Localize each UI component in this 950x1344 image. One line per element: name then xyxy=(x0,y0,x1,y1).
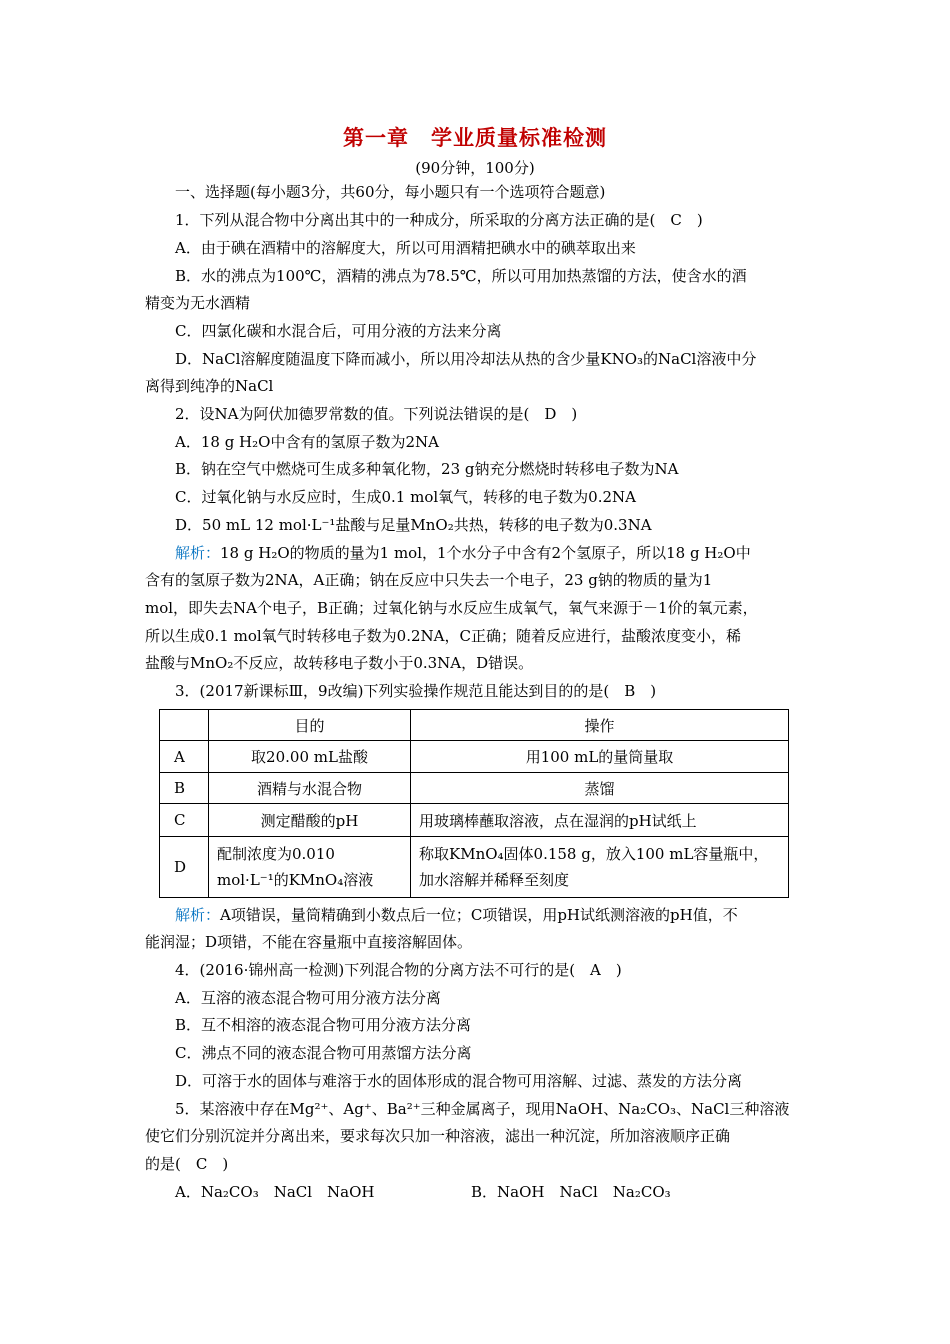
table-cell: B xyxy=(160,773,209,804)
q1-option-d: D．NaCl溶解度随温度下降而减小，所以用冷却法从热的含少量KNO₃的NaCl溶液中分 xyxy=(175,350,757,368)
q2-explanation-line: mol，即失去NA个电子，B正确；过氧化钠与水反应生成氧气，氧气来源于－1价的氧元素， xyxy=(145,599,758,617)
q2-stem: 2．设NA为阿伏加德罗常数的值。下列说法错误的是( D ) xyxy=(175,405,578,423)
q2-option-c: C．过氧化钠与水反应时，生成0.1 mol氧气，转移的电子数为0.2NA xyxy=(175,488,636,506)
chapter-title: 第一章 学业质量标准检测 xyxy=(343,125,607,150)
q1-option-a: A．由于碘在酒精中的溶解度大，所以可用酒精把碘水中的碘萃取出来 xyxy=(175,239,636,257)
q2-option-b: B．钠在空气中燃烧可生成多种氧化物，23 g钠充分燃烧时转移电子数为NA xyxy=(175,460,679,478)
q5-stem-cont: 的是( C ) xyxy=(145,1155,229,1173)
table-cell: 测定醋酸的pH xyxy=(209,804,411,837)
q2-explanation-line: 所以生成0.1 mol氧气时转移电子数为0.2NA，C正确；随着反应进行，盐酸浓度变小，稀 xyxy=(145,627,741,645)
table-cell: 蒸馏 xyxy=(411,773,789,804)
q1-option-d-cont: 离得到纯净的NaCl xyxy=(145,377,274,395)
q4-stem: 4．(2016·锦州高一检测)下列混合物的分离方法不可行的是( A ) xyxy=(175,961,622,979)
table-row xyxy=(160,804,789,837)
table-cell: 配制浓度为0.010 mol·L⁻¹的KMnO₄溶液 xyxy=(209,837,411,898)
table-cell: C xyxy=(160,804,209,837)
q1-option-c: C．四氯化碳和水混合后，可用分液的方法来分离 xyxy=(175,322,502,340)
table-header-cell xyxy=(160,710,209,741)
q4-option-c: C．沸点不同的液态混合物可用蒸馏方法分离 xyxy=(175,1044,472,1062)
q5-option-a: A．Na₂CO₃ NaCl NaOH xyxy=(175,1183,375,1201)
q2-explanation xyxy=(175,543,751,563)
q3-options-table xyxy=(159,709,789,898)
section-heading: 一、选择题(每小题3分，共60分，每小题只有一个选项符合题意) xyxy=(175,183,606,201)
table-cell: 用玻璃棒蘸取溶液，点在湿润的pH试纸上 xyxy=(411,804,789,837)
q4-option-d: D．可溶于水的固体与难溶于水的固体形成的混合物可用溶解、过滤、蒸发的方法分离 xyxy=(175,1072,743,1090)
q5-stem: 5．某溶液中存在Mg²⁺、Ag⁺、Ba²⁺三种金属离子，现用NaOH、Na₂CO₃、NaCl三种溶液 xyxy=(175,1100,790,1118)
table-cell: D xyxy=(160,837,209,898)
table-cell: 称取KMnO₄固体0.158 g，放入100 mL容量瓶中， 加水溶解并稀释至刻度 xyxy=(411,837,789,898)
q2-explanation-line: 含有的氢原子数为2NA，A正确；钠在反应中只失去一个电子，23 g钠的物质的量为1 xyxy=(145,571,713,589)
table-row xyxy=(160,837,789,898)
q4-option-b: B．互不相溶的液态混合物可用分液方法分离 xyxy=(175,1016,472,1034)
q2-explanation-line: 盐酸与MnO₂不反应，故转移电子数小于0.3NA，D错误。 xyxy=(145,654,534,672)
explanation-label: 解析： xyxy=(175,906,221,924)
q3-explanation-line: 能润湿；D项错，不能在容量瓶中直接溶解固体。 xyxy=(145,933,473,951)
table-header-cell: 目的 xyxy=(209,710,411,741)
q1-stem: 1．下列从混合物中分离出其中的一种成分，所采取的分离方法正确的是( C ) xyxy=(175,211,703,229)
q2-explanation-line: 18 g H₂O的物质的量为1 mol，1个水分子中含有2个氢原子，所以18 g H₂O中 xyxy=(220,544,751,562)
q4-option-a: A．互溶的液态混合物可用分液方法分离 xyxy=(175,989,441,1007)
table-cell: 取20.00 mL盐酸 xyxy=(209,741,411,773)
explanation-label: 解析： xyxy=(175,544,221,562)
q2-option-d: D．50 mL 12 mol·L⁻¹盐酸与足量MnO₂共热，转移的电子数为0.3NA xyxy=(175,516,652,534)
q1-option-b: B．水的沸点为100℃，酒精的沸点为78.5℃，所以可用加热蒸馏的方法，使含水的酒 xyxy=(175,267,747,285)
table-cell: 用100 mL的量筒量取 xyxy=(411,741,789,773)
q2-option-a: A．18 g H₂O中含有的氢原子数为2NA xyxy=(175,433,439,451)
table-cell: 酒精与水混合物 xyxy=(209,773,411,804)
table-cell: A xyxy=(160,741,209,773)
table-header-row xyxy=(160,710,789,741)
q5-option-b: B．NaOH NaCl Na₂CO₃ xyxy=(471,1183,671,1201)
q5-stem-cont: 使它们分别沉淀并分离出来，要求每次只加一种溶液，滤出一种沉淀，所加溶液顺序正确 xyxy=(145,1127,731,1145)
table-row xyxy=(160,741,789,773)
table-header-cell: 操作 xyxy=(411,710,789,741)
q3-stem: 3．(2017新课标Ⅲ，9改编)下列实验操作规范且能达到目的的是( B ) xyxy=(175,682,657,700)
q1-option-b-cont: 精变为无水酒精 xyxy=(145,294,251,312)
exam-info: (90分钟，100分) xyxy=(415,159,535,177)
table-row xyxy=(160,773,789,804)
q3-explanation xyxy=(175,905,738,925)
q3-explanation-line: A项错误，量筒精确到小数点后一位；C项错误，用pH试纸测溶液的pH值，不 xyxy=(220,906,738,924)
